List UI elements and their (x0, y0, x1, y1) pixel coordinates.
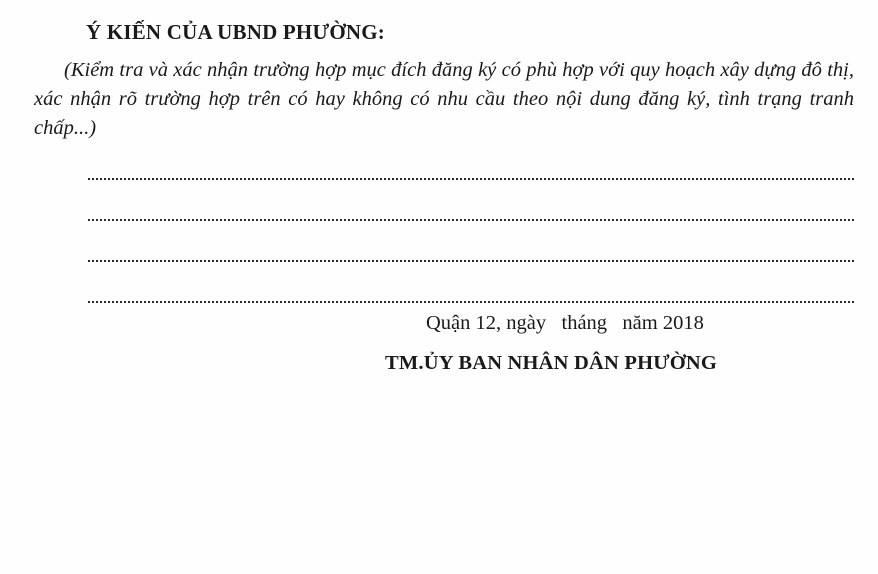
instruction-text: (Kiểm tra và xác nhận trường hợp mục đích đăng ký có phù hợp với quy hoạch xây dựng đô thị, xác nhận rõ trường hợp trên có hay không có nhu cầu theo nội dung đăng ký, tình trạng tranh chấp...) (34, 59, 854, 139)
signature-title: TM.ỦY BAN NHÂN DÂN PHƯỜNG (385, 352, 718, 374)
place-date-line: Quận 12, ngày tháng năm 2018 (426, 312, 704, 334)
dotted-line (88, 158, 854, 180)
blank-response-lines (88, 158, 854, 322)
dotted-line (88, 199, 854, 221)
dotted-line (88, 240, 854, 262)
section-heading: Ý KIẾN CỦA UBND PHƯỜNG: (86, 20, 385, 44)
dotted-line (88, 281, 854, 303)
